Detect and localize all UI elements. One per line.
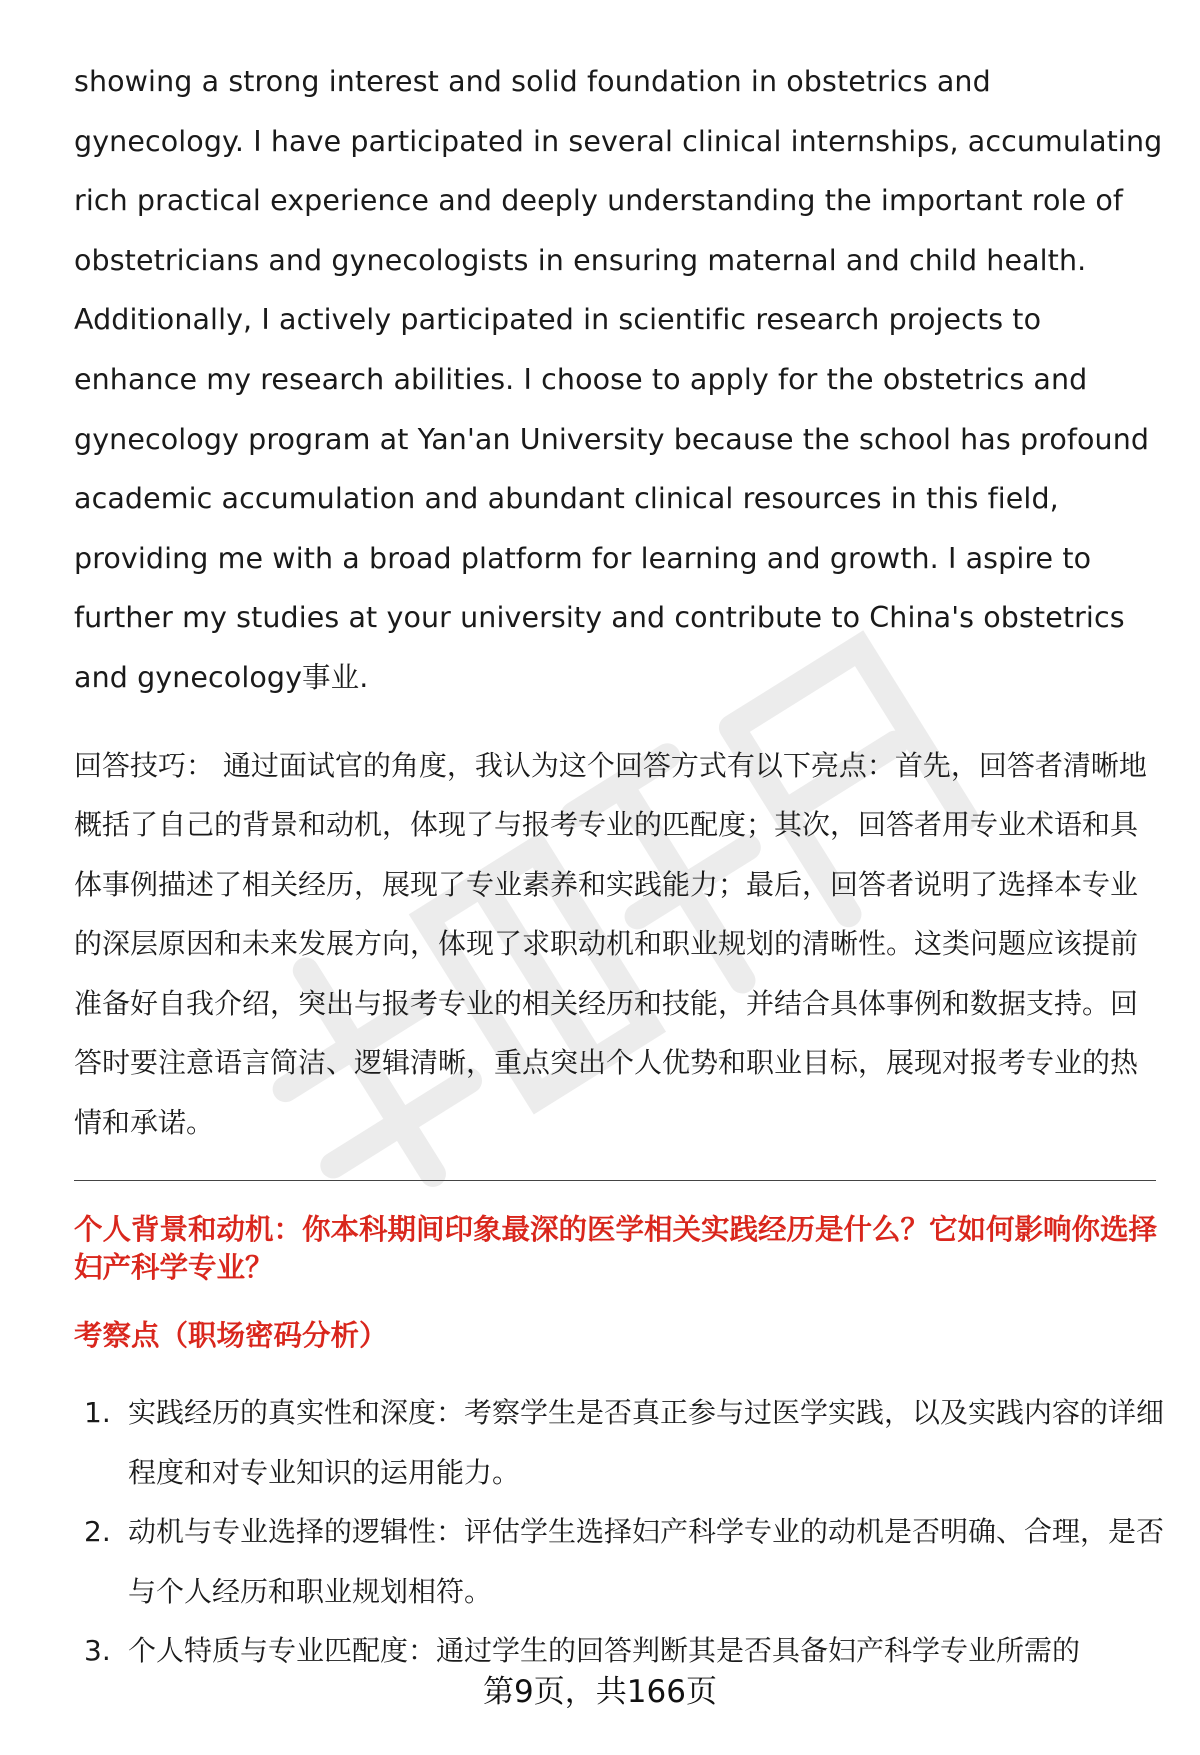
page-number-footer: 第9页，共166页 — [483, 1674, 717, 1710]
page-content — [74, 52, 1164, 1681]
answer-tips-paragraph: 回答技巧： 通过面试官的角度，我认为这个回答方式有以下亮点：首先，回答者清晰地概括了自己的背景和动机，体现了与报考专业的匹配度；其次，回答者用专业术语和具体事例描述了相关经历，展现了专业素养和实践能力；最后，回答者说明了选择本专业的深层原因和未来发展方向，体现了求职动机和职业规划的清晰性。这类问题应该提前准备好自我介绍，突出与报考专业的相关经历和技能，并结合具体事例和数据支持。回答时要注意语言简洁、逻辑清晰，重点突出个人优势和职业目标，展现对报考专业的热情和承诺。 — [74, 748, 1147, 1139]
section-divider — [74, 1180, 1156, 1181]
list-item-number: 3. — [84, 1634, 111, 1668]
answer-paragraph: showing a strong interest and solid foundation in obstetrics and gynecology. I have participated in several clinical internships, accumulating rich practical experience and deeply understanding the important role of obstetricians and gynecologists in ensuring maternal and child health. Additionally, I actively participated in scientific research projects to enhance my research abilities. I choose to apply for the obstetrics and gynecology program at Yan'an University because the school has profound academic accumulation and abundant clinical resources in this field, providing me with a broad platform for learning and growth. I aspire to further my studies at your university and contribute to China's obstetrics and gynecology事业. — [74, 65, 1163, 694]
list-item-text: 个人特质与专业匹配度：通过学生的回答判断其是否具备妇产科学专业所需的 — [128, 1634, 1081, 1668]
list-item-number: 1. — [84, 1396, 111, 1430]
question-heading: 个人背景和动机：你本科期间印象最深的医学相关实践经历是什么？它如何影响你选择妇产科学专业？ — [74, 1213, 1158, 1285]
list-item-text: 实践经历的真实性和深度：考察学生是否真正参与过医学实践，以及实践内容的详细程度和对专业知识的运用能力。 — [128, 1396, 1165, 1489]
list-item — [74, 1383, 1164, 1502]
assessment-points-list — [74, 1383, 1164, 1681]
list-item-number: 2. — [84, 1515, 111, 1549]
assessment-points-heading: 考察点（职场密码分析） — [74, 1319, 388, 1353]
list-item — [74, 1502, 1164, 1621]
list-item-text: 动机与专业选择的逻辑性：评估学生选择妇产科学专业的动机是否明确、合理，是否与个人经历和职业规划相符。 — [128, 1515, 1165, 1608]
